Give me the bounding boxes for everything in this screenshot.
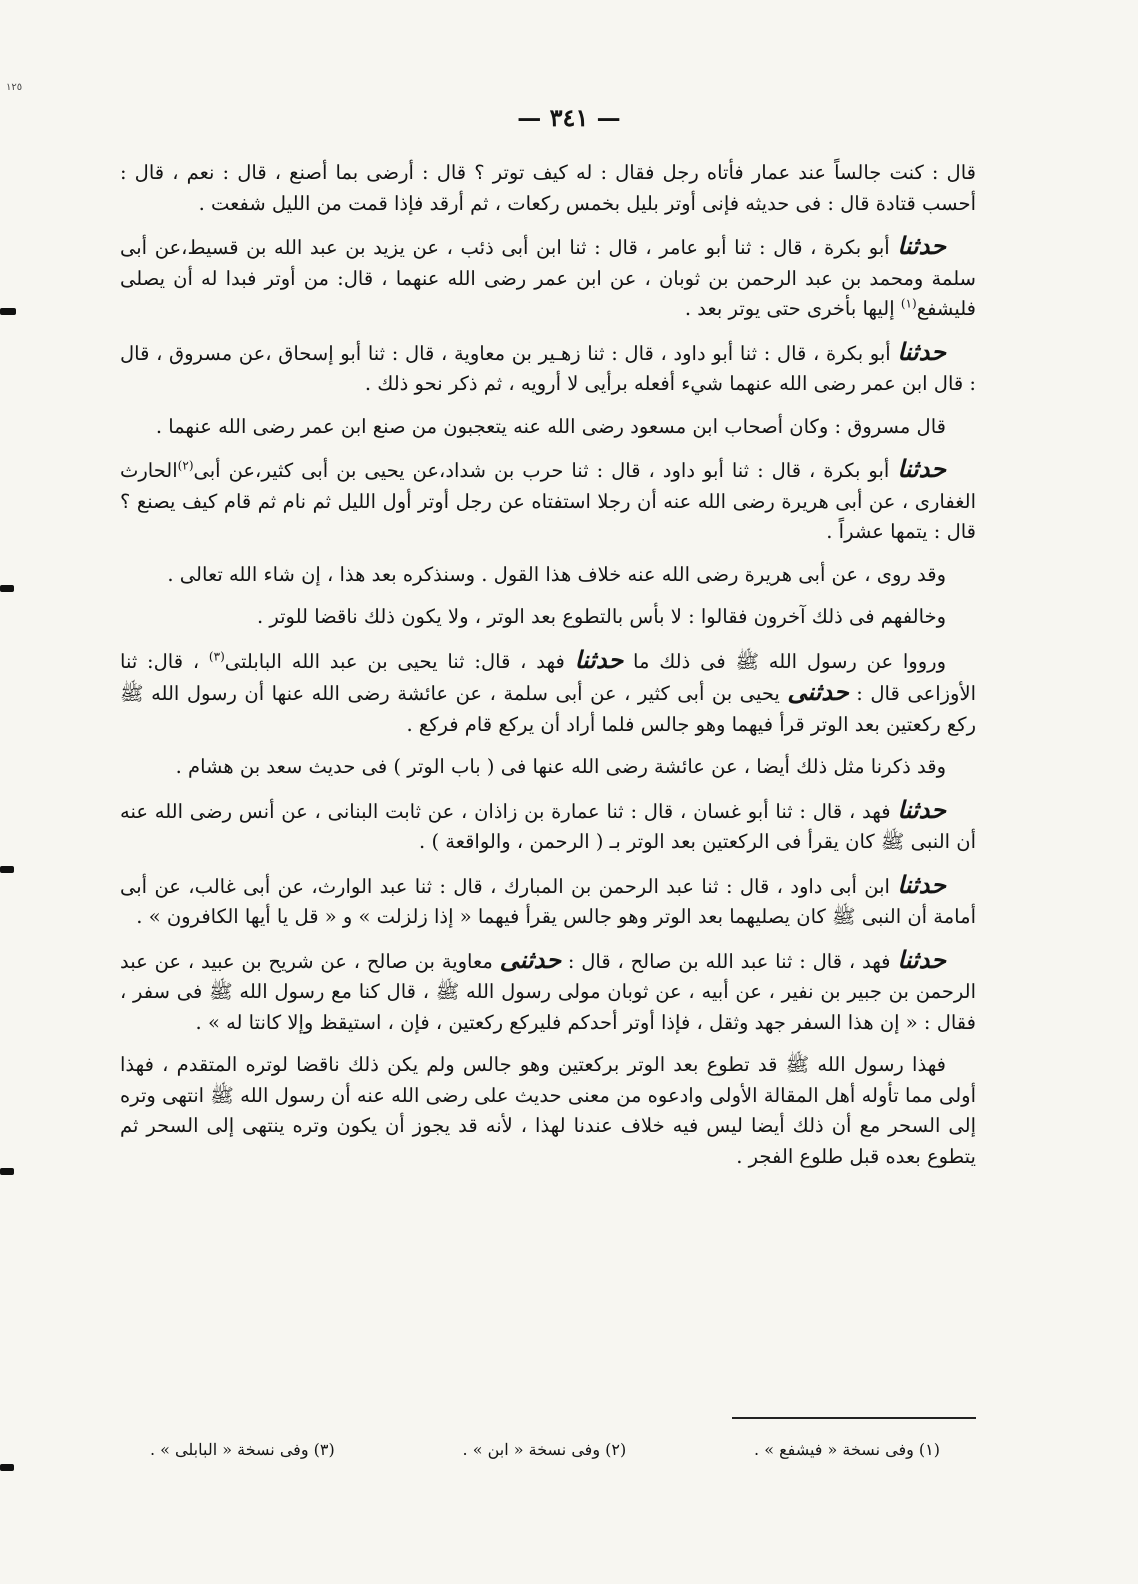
text-run: معاوية بن صالح ، عن شريح بن عبيد ، عن عبد الرحمن بن جبير بن نفير ، عن أبيه ، عن ثوبان مولى رسول الله ﷺ ، قال كنا مع رسول الله ﷺ فى سفر ، فقال : « إن هذا السفر جهد وثقل ، فإذا أوتر أحدكم فليركع ركعتين ، فإن ، استيقظ وإلا كانتا له » . bbox=[120, 949, 976, 1034]
text-run: فهد ، قال: ثنا يحيى بن عبد الله البابلتى bbox=[224, 649, 575, 673]
paragraph bbox=[120, 795, 976, 858]
footnote-2: (٢) وفى نسخة « ابن » . bbox=[462, 1440, 627, 1459]
text-run: أبو بكرة ، قال : ثنا أبو داود ، قال : ثنا زهـير بن معاوية ، قال : ثنا أبو إسحاق ،عن مسروق ، قال : قال ابن عمر رضى الله عنهما شيء أفعله برأيى لا أرويه ، ثم ذكر نحو ذلك . bbox=[120, 341, 976, 395]
paragraph bbox=[120, 752, 976, 783]
footnote-ref: (٢) bbox=[177, 458, 194, 473]
paragraph bbox=[120, 645, 976, 741]
paragraph bbox=[120, 945, 976, 1039]
paragraph bbox=[120, 560, 976, 591]
footnote-1: (١) وفى نسخة « فيشفع » . bbox=[754, 1440, 940, 1459]
paragraph bbox=[120, 602, 976, 633]
scan-mark-3 bbox=[0, 866, 14, 873]
text-run: فهد ، قال : ثنا عبد الله بن صالح ، قال : bbox=[561, 949, 898, 973]
text-run: ابن أبى داود ، قال : ثنا عبد الرحمن بن المبارك ، قال : ثنا عبد الوارث، عن أبى غالب، عن أبى أمامة أن النبى ﷺ كان يصليهما بعد الوتر وهو جالس يقرأ فيهما « إذا زلزلت » و « قل يا أيها الكافرون » . bbox=[120, 874, 976, 928]
text-run: فهذا رسول الله ﷺ قد تطوع بعد الوتر بركعتين وهو جالس ولم يكن ذلك ناقضا لوتره المتقدم ، فهذا أولى مما تأوله أهل المقالة الأولى وادعوه من معنى حديث على رضى الله عنه أن رسول الله ﷺ انتهى وتره إلى السحر مع أن ذلك أيضا ليس فيه خلاف عندنا لهذا ، لأنه قد يجوز أن يكون وتره ينتهى إلى السحر ثم يتطوع بعده قبل طلوع الفجر . bbox=[120, 1053, 976, 1168]
paragraph bbox=[120, 231, 976, 325]
paragraph bbox=[120, 870, 976, 933]
paragraph bbox=[120, 1050, 976, 1172]
paragraph bbox=[120, 412, 976, 443]
scan-mark-4 bbox=[0, 1168, 14, 1175]
text-run: وخالفهم فى ذلك آخرون فقالوا : لا بأس بالتطوع بعد الوتر ، ولا يكون ذلك ناقضا للوتر . bbox=[256, 605, 946, 628]
text-run: يحيى بن أبى كثير ، عن أبى سلمة ، عن عائشة رضى الله عنها أن رسول الله ﷺ ركع ركعتين بعد الوتر قرأ فيهما وهو جالس فلما أراد أن يركع قام فركع . bbox=[120, 682, 976, 736]
footnote-ref: (٣) bbox=[208, 649, 225, 663]
text-run: أبو بكرة ، قال : ثنا أبو داود ، قال : ثنا حرب بن شداد،عن يحيى بن أبى كثير،عن أبى bbox=[193, 459, 898, 482]
text-run: إليها بأخرى حتى يوتر بعد . bbox=[684, 297, 901, 320]
paragraph bbox=[120, 337, 976, 400]
hadith-marker: حدثنى bbox=[787, 677, 849, 706]
page-number: — ٣٤١ — bbox=[517, 103, 621, 132]
hadith-marker: حدثنا bbox=[897, 869, 946, 899]
hadith-marker: حدثنا bbox=[574, 644, 624, 674]
footnote-rule bbox=[732, 1417, 976, 1419]
text-run: وقد ذكرنا مثل ذلك أيضا ، عن عائشة رضى الله عنها فى ( باب الوتر ) فى حديث سعد بن هشام . bbox=[175, 755, 946, 778]
footnotes bbox=[150, 1440, 940, 1459]
scan-mark-1 bbox=[0, 308, 16, 315]
text-run: قال : كنت جالساً عند عمار فأتاه رجل فقال : له كيف توتر ؟ قال : أرضى بما أصنع ، قال : نعم ، قال : أحسب قتادة قال : فى حديثه فإنى أوتر بليل بخمس ركعات ، ثم أرقد فإذا قمت من الليل شفعت . bbox=[120, 161, 976, 215]
footnote-3: (٣) وفى نسخة « البابلى » . bbox=[150, 1440, 335, 1459]
text-run: الحارث الغفارى ، عن أبى هريرة رضى الله عنه أن رجلا استفتاه عن رجل أوتر أول الليل ثم نام ثم قام كيف يصنع ؟ قال : يتمها عشراً . bbox=[120, 459, 976, 543]
text-run: أبو بكرة ، قال : ثنا أبو عامر ، قال : ثنا ابن أبى ذئب ، عن يزيد بن عبد الله بن قسيط،عن أبى سلمة ومحمد بن عبد الرحمن بن ثوبان ، عن ابن عمر رضى الله عنهما ، قال: من أوتر فبدا له أن يصلى فليشفع bbox=[120, 236, 976, 320]
text-run: فهد ، قال : ثنا أبو غسان ، قال : ثنا عمارة بن زاذان ، عن ثابت البنانى ، عن أنس رضى الله عنه أن النبى ﷺ كان يقرأ فى الركعتين بعد الوتر بـ ( الرحمن ، والواقعة ) . bbox=[120, 799, 976, 853]
hadith-marker: حدثنا bbox=[897, 454, 946, 483]
text-run: وقد روى ، عن أبى هريرة رضى الله عنه خلاف هذا القول . وسنذكره بعد هذا ، إن شاء الله تعالى . bbox=[167, 562, 946, 586]
hadith-marker: حدثنا bbox=[897, 794, 946, 824]
text-run: ورووا عن رسول الله ﷺ فى ذلك ما bbox=[623, 649, 946, 673]
scan-mark-2 bbox=[0, 585, 14, 592]
scan-mark-5 bbox=[0, 1464, 14, 1471]
hadith-marker: حدثنا bbox=[897, 231, 946, 260]
hadith-marker: حدثنى bbox=[499, 944, 562, 974]
body-text bbox=[120, 158, 976, 1184]
hadith-marker: حدثنا bbox=[897, 944, 946, 974]
paragraph bbox=[120, 158, 976, 219]
text-run: قال مسروق : وكان أصحاب ابن مسعود رضى الله عنه يتعجبون من صنع ابن عمر رضى الله عنهما . bbox=[155, 414, 946, 438]
hadith-marker: حدثنا bbox=[897, 336, 946, 366]
footnote-ref: (١) bbox=[900, 296, 917, 311]
corner-mark: ١٢٥ bbox=[6, 82, 23, 93]
text-run: ، قال: ثنا الأوزاعى قال : bbox=[120, 649, 976, 705]
paragraph bbox=[120, 454, 976, 548]
